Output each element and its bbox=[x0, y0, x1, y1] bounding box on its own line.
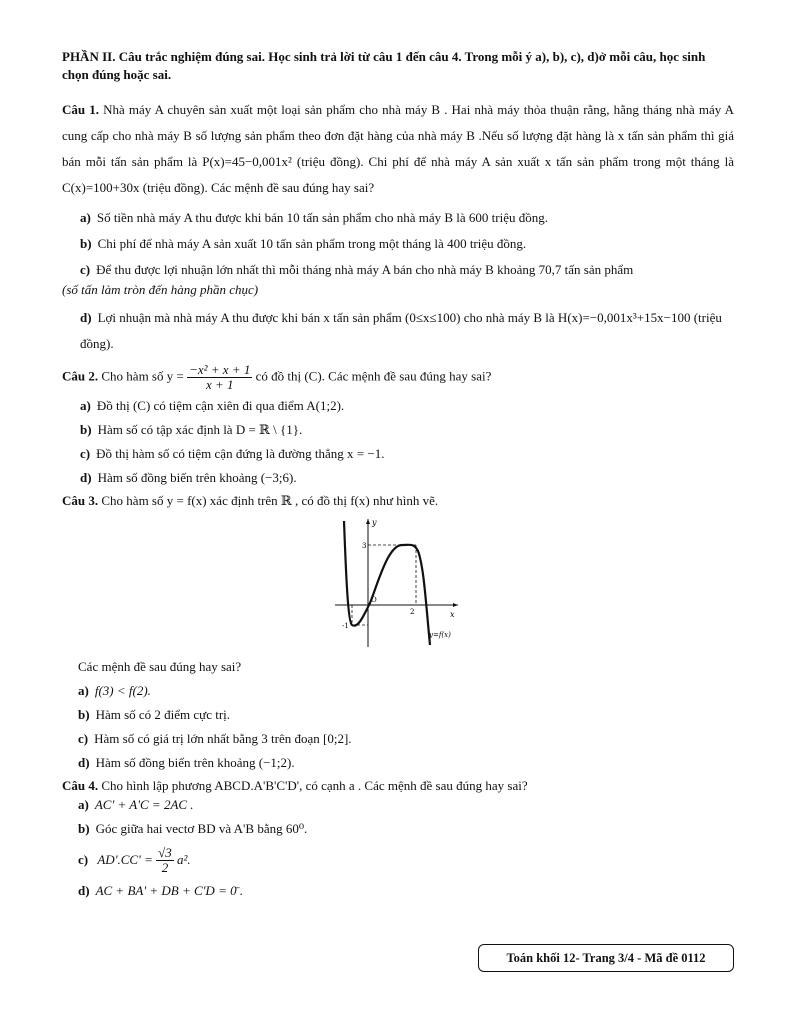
question-2-fraction: $\frac{\text{−x² + x + 1}}{x + 1}$ bbox=[189, 361, 251, 392]
question-2-option-d: d) Hàm số đồng biến trên khoảng (−3;6). bbox=[80, 469, 297, 485]
question-3-prompt: Các mệnh đề sau đúng hay sai? bbox=[78, 659, 242, 675]
section-header: PHẦN II. Câu trắc nghiệm đúng sai. Học sinh trả lời từ câu 1 đến câu 4. Trong mỗi ý a), b), c), d)ở mỗi câu, học sinh chọn đúng hoặc sai. bbox=[62, 49, 706, 82]
tick-x2-label: 2 bbox=[410, 608, 415, 617]
question-2-option-c: c) Đồ thị hàm số có tiệm cận đứng là đường thẳng x = −1. bbox=[80, 445, 385, 461]
question-2-title: Câu 2. bbox=[62, 368, 99, 384]
question-3-option-a: a) f(3) < f(2). bbox=[78, 683, 151, 699]
question-1-option-a: a) Số tiền nhà máy A thu được khi bán 10 tấn sản phẩm cho nhà máy B là 600 triệu đồng. bbox=[80, 210, 548, 226]
question-3-stem: Cho hàm số y = f(x) xác định trên ℝ , có đồ thị f(x) như hình vẽ. bbox=[101, 492, 439, 508]
question-4-option-a: a) AC' + A'C = 2AC . bbox=[78, 796, 194, 812]
question-3-option-b: b) Hàm số có 2 điểm cực trị. bbox=[78, 707, 231, 723]
question-4-option-b: b) Góc giữa hai vectơ BD và A'B bằng 60⁰. bbox=[78, 820, 308, 836]
question-3-option-d: d) Hàm số đồng biến trên khoảng (−1;2). bbox=[78, 755, 295, 771]
question-3-title: Câu 3. bbox=[62, 492, 99, 508]
function-graph bbox=[330, 515, 462, 651]
question-2-option-a: a) Đồ thị (C) có tiệm cận xiên đi qua điểm A(1;2). bbox=[80, 397, 345, 413]
question-3-option-c: c) Hàm số có giá trị lớn nhất bằng 3 trên đoạn [0;2]. bbox=[78, 731, 352, 747]
y-axis-label: y bbox=[372, 518, 377, 528]
function-graph-svg bbox=[330, 515, 462, 651]
question-1-stem: Nhà máy A chuyên sản xuất một loại sản phẩm cho nhà máy B . Hai nhà máy thỏa thuận rằng, hằng tháng nhà máy A cung cấp cho nhà máy B số lượng sản phẩm theo đơn đặt hàng của nhà máy B .Nếu số lượng đặt hàng là x tấn sản phẩm thì giá bán mỗi tấn sản phẩm là P(x)=45−0,001x² (triệu đồng). Chi phí để nhà máy A sản xuất x tấn sản phẩm trong một tháng là C(x)=100+30x (triệu đồng). Các mệnh đề sau đúng hay sai? bbox=[62, 102, 735, 196]
question-4-option-c: c) AD'.CC' = $\frac{√3}{2}$ a². bbox=[78, 845, 191, 876]
question-4 bbox=[62, 777, 734, 901]
page-footer: Toán khối 12- Trang 3/4 - Mã đề 0112 bbox=[478, 944, 734, 972]
exam-page bbox=[62, 48, 734, 905]
tick-3-label: 3 bbox=[362, 542, 367, 551]
x-axis-label: x bbox=[450, 610, 455, 620]
question-4-stem: Cho hình lập phương ABCD.A'B'C'D', có cạnh a . Các mệnh đề sau đúng hay sai? bbox=[101, 778, 528, 794]
x-axis-arrow-icon bbox=[453, 603, 458, 607]
question-2: Câu 2. Cho hàm số y = $\frac{\text{−x² + x + 1}}{x + 1}$ có đồ thị (C). Các mệnh đề sau đúng hay sai? a) Đồ thị (C) có tiệm cận xiên đi qua điểm A(1;2). b) Hàm số có tập xác định là D = ℝ \ {1}. c) Đồ thị hàm số có tiệm cận đứng là đường thẳng x = −1. d) Hàm số đồng biến trên khoảng (−3;6). bbox=[62, 363, 734, 488]
origin-label: O bbox=[371, 596, 377, 605]
question-1-option-d: d) Lợi nhuận mà nhà máy A thu được khi bán x tấn sản phẩm (0≤x≤100) cho nhà máy B là H(x)=−0,001x³+15x−100 (triệu đồng). bbox=[80, 309, 722, 351]
question-1-option-c-note: (số tấn làm tròn đến hàng phần chục) bbox=[62, 282, 259, 298]
question-1-option-b: b) Chi phí để nhà máy A sản xuất 10 tấn sản phẩm trong một tháng là 400 triệu đồng. bbox=[80, 236, 527, 252]
question-4-title: Câu 4. bbox=[62, 778, 99, 794]
question-1-option-c: c) Để thu được lợi nhuận lớn nhất thì mỗi tháng nhà máy A bán cho nhà máy B khoảng 70,7 tấn sản phẩm bbox=[80, 262, 634, 278]
question-1-title: Câu 1. bbox=[62, 102, 99, 118]
question-1 bbox=[62, 97, 734, 357]
question-4-option-d: d) AC + BA' + DB + C'D = 0̄ . bbox=[78, 882, 244, 898]
curve-label: y=f(x) bbox=[429, 631, 451, 640]
question-2-option-b: b) Hàm số có tập xác định là D = ℝ \ {1}. bbox=[80, 421, 303, 437]
question-3 bbox=[62, 492, 734, 774]
y-axis-arrow-icon bbox=[366, 519, 370, 524]
tick-neg1-label: -1 bbox=[342, 622, 349, 631]
curve bbox=[344, 521, 430, 645]
